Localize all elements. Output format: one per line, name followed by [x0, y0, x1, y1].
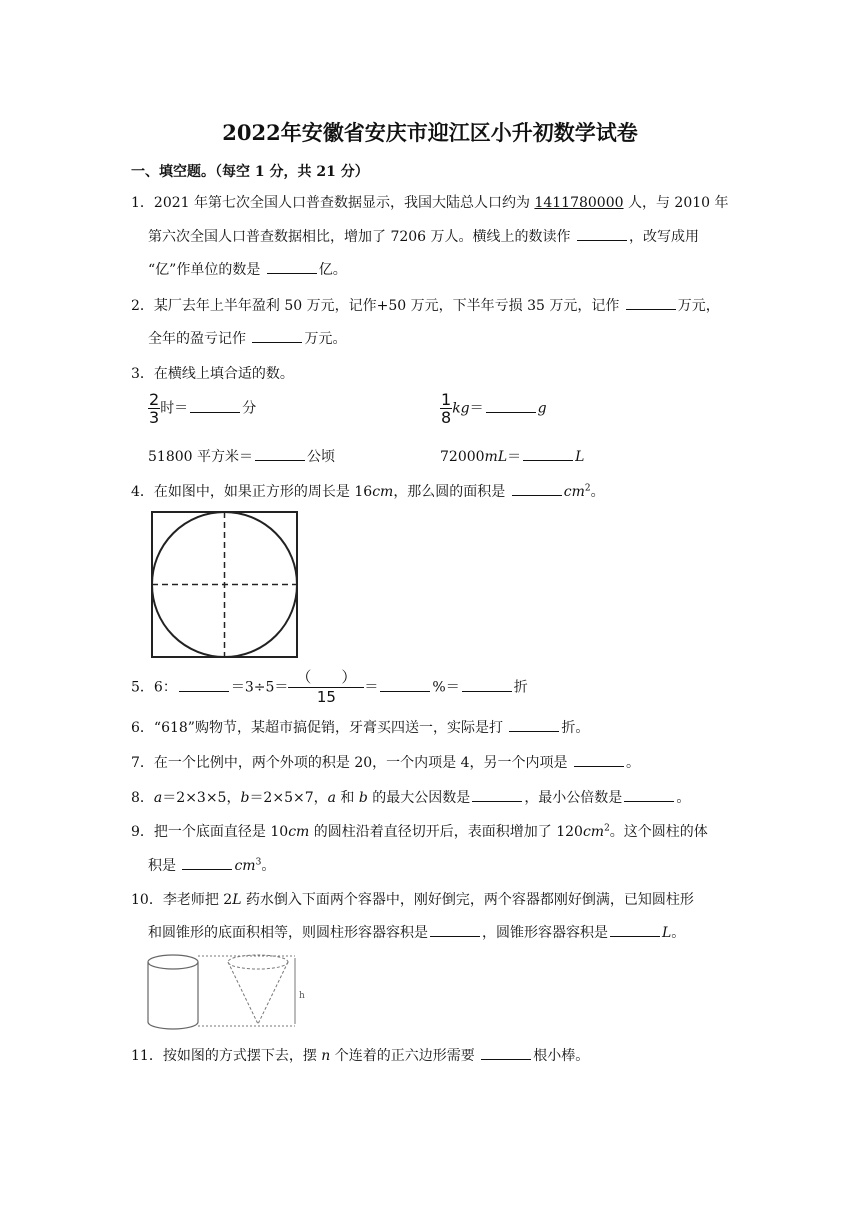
- question-4-line-1: 4．在如图中，如果正方形的周长是 16cm，那么圆的面积是 $cm^2$。: [131, 483, 605, 500]
- question-9-line-1: 9．把一个底面直径是 10cm 的圆柱沿着直径切开后，表面积增加了 $120cm^2$。这个圆柱的体: [131, 823, 708, 840]
- question-8-line-1: 8．a＝2×3×5，b＝2×5×7，a 和 b 的最大公因数是 ，最小公倍数是 。: [131, 790, 691, 806]
- question-10-line-2: 和圆锥形的底面积相等，则圆柱形容器容积是 ，圆锥形容器容积是 L。: [148, 925, 686, 941]
- section-heading: 一、填空题。（每空 1 分，共 21 分）: [131, 164, 369, 180]
- question-1-line-1: 1．2021 年第七次全国人口普查数据显示，我国大陆总人口约为 1411780000 人，与 2010 年: [131, 195, 729, 211]
- question-5-line-1: 5．6： ＝3÷5＝ （ ） 15＝ %＝ 折: [131, 668, 528, 706]
- question-3-item-b: $\frac{1}{8}$ kg＝ g: [441, 390, 547, 427]
- question-7-line-1: 7．在一个比例中，两个外项的积是 20，一个内项是 4，另一个内项是 。: [131, 755, 640, 771]
- answer-blank[interactable]: [430, 923, 480, 937]
- answer-blank[interactable]: [509, 718, 559, 732]
- question-11-line-1: 11．按如图的方式摆下去，摆 n 个连着的正六边形需要 根小棒。: [131, 1048, 590, 1064]
- height-label: h: [299, 991, 305, 1001]
- question-3-item-d: 72000mL＝ L: [440, 449, 585, 465]
- answer-blank[interactable]: [472, 788, 522, 802]
- answer-blank[interactable]: [179, 678, 229, 692]
- answer-blank[interactable]: [624, 788, 674, 802]
- fraction-over-15: （ ） 15: [288, 668, 364, 707]
- cone-base: [228, 955, 288, 969]
- population-number: 1411780000: [534, 195, 624, 211]
- page-title: 2022年安徽省安庆市迎江区小升初数学试卷: [222, 120, 638, 145]
- answer-blank[interactable]: [267, 260, 317, 274]
- fraction-two-thirds: $\frac{2}{3}$: [149, 390, 160, 427]
- question-2-line-2: 全年的盈亏记作 万元。: [148, 331, 347, 347]
- question-3-line-1: 3．在横线上填合适的数。: [131, 366, 294, 382]
- answer-blank[interactable]: [462, 678, 512, 692]
- answer-blank[interactable]: [523, 447, 573, 461]
- question-1-line-2: 第六次全国人口普查数据相比，增加了 7206 万人。横线上的数读作 ，改写成用: [148, 229, 699, 245]
- answer-blank[interactable]: [182, 856, 232, 870]
- answer-blank[interactable]: [481, 1046, 531, 1060]
- answer-blank[interactable]: [610, 923, 660, 937]
- question-1-line-3: “亿”作单位的数是 亿。: [148, 262, 347, 278]
- cylinder-top: [148, 955, 198, 969]
- answer-blank[interactable]: [380, 678, 430, 692]
- question-2-line-1: 2．某厂去年上半年盈利 50 万元，记作+50 万元，下半年亏损 35 万元，记作 万元，: [131, 298, 720, 314]
- question-9-line-2: 积是 $cm^3$。: [148, 857, 276, 874]
- answer-blank[interactable]: [626, 296, 676, 310]
- cylinder-cone-figure: [145, 950, 315, 1032]
- answer-blank[interactable]: [577, 227, 627, 241]
- fraction-one-eighth: $\frac{1}{8}$: [441, 390, 452, 427]
- answer-blank[interactable]: [574, 753, 624, 767]
- square-circle-figure: [150, 510, 300, 660]
- answer-blank[interactable]: [190, 399, 240, 413]
- answer-blank[interactable]: [512, 482, 562, 496]
- question-10-line-1: 10．李老师把 2L 药水倒入下面两个容器中，刚好倒完，两个容器都刚好倒满，已知圆柱形: [131, 892, 694, 908]
- question-6-line-1: 6．“618”购物节，某超市搞促销，牙膏买四送一，实际是打 折。: [131, 720, 590, 736]
- question-3-item-a: $\frac{2}{3}$ 时＝ 分: [149, 390, 257, 427]
- answer-blank[interactable]: [252, 329, 302, 343]
- question-3-item-c: 51800 平方米＝ 公顷: [148, 449, 335, 465]
- answer-blank[interactable]: [255, 447, 305, 461]
- answer-blank[interactable]: [486, 399, 536, 413]
